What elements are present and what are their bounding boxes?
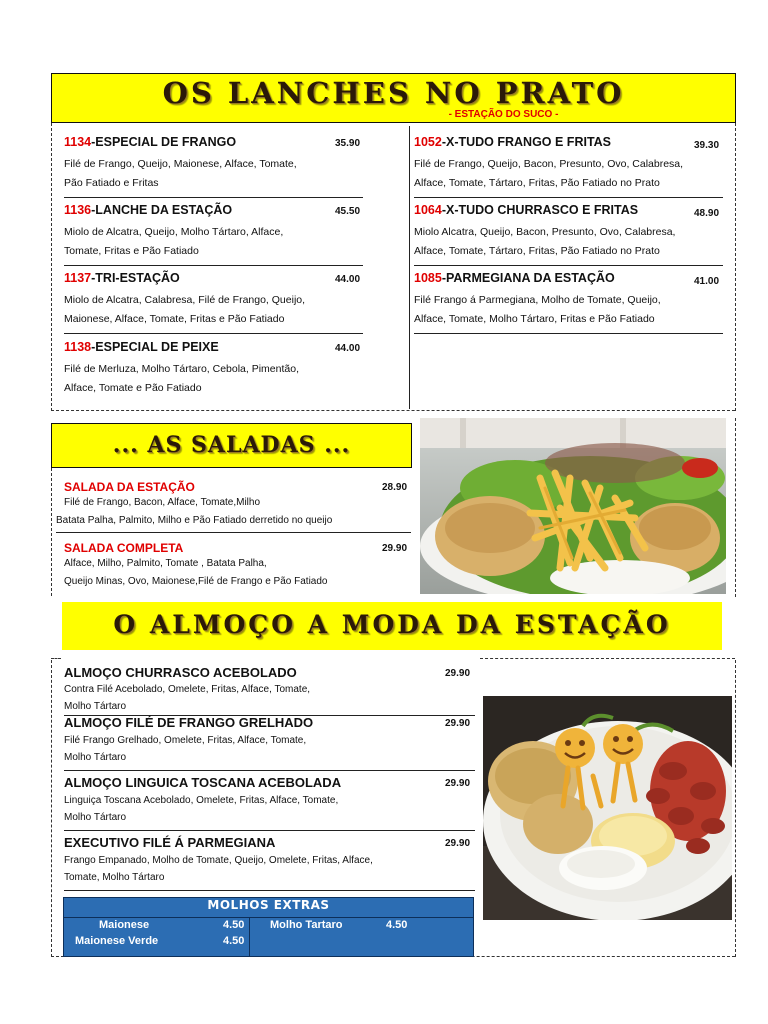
- item-desc-line: Molho Tártaro: [64, 812, 127, 823]
- item-desc-line: Batata Palha, Palmito, Milho e Pão Fatiado derretido no queijo: [56, 515, 333, 526]
- salada-name: SALADA COMPLETA: [64, 541, 184, 555]
- menu-item-1134: [64, 135, 363, 198]
- item-price: 41.00: [694, 276, 720, 287]
- salada-name: SALADA DA ESTAÇÃO: [64, 480, 195, 494]
- almoco-photo: [483, 696, 732, 920]
- salada-price: 29.90: [382, 543, 408, 554]
- almoco-list-bottom-rule: [64, 890, 475, 891]
- salada-item-completa: [64, 538, 411, 594]
- item-code: 1064: [414, 203, 442, 217]
- item-desc-line: Filé de Frango, Queijo, Maionese, Alface, Tomate,: [64, 158, 297, 170]
- almoco-item-linguica: [64, 774, 475, 831]
- item-code: 1137: [64, 271, 92, 285]
- item-desc-line: Alface, Tomate, Tártaro, Fritas, Pão Fatiado no Prato: [414, 245, 660, 257]
- item-price: 48.90: [694, 208, 720, 219]
- item-code: 1134: [64, 135, 92, 149]
- menu-item-1064: [414, 203, 723, 266]
- almoco-item-parmegiana: [64, 834, 475, 890]
- item-desc-line: Miolo de Alcatra, Queijo, Molho Tártaro, Alface,: [64, 226, 284, 238]
- item-name: -LANCHE DA ESTAÇÃO: [91, 203, 233, 217]
- salad-plate-image: [420, 418, 726, 594]
- almoco-border-right: [735, 660, 736, 957]
- item-price: 45.50: [335, 206, 361, 217]
- lanches-border-left: [51, 123, 52, 411]
- item-price: 35.90: [335, 138, 361, 149]
- saladas-banner: [51, 423, 412, 468]
- molho-name: Molho Tartaro: [270, 919, 343, 931]
- item-code: 1136: [64, 203, 92, 217]
- menu-item-1138: [64, 340, 363, 403]
- molhos-column-divider: [249, 917, 250, 956]
- item-desc-line: Filé Frango Grelhado, Omelete, Fritas, Alface, Tomate,: [64, 735, 307, 746]
- almoco-border-top: [480, 658, 735, 659]
- item-name: -TRI-ESTAÇÃO: [91, 271, 180, 285]
- item-desc-line: Filé de Merluza, Molho Tártaro, Cebola, Pimentão,: [64, 363, 299, 375]
- almoco-name: ALMOÇO CHURRASCO ACEBOLADO: [64, 665, 297, 680]
- almoco-price: 29.90: [445, 718, 471, 729]
- menu-item-1052: [414, 135, 723, 198]
- item-desc-line: Alface, Milho, Palmito, Tomate , Batata Palha,: [64, 558, 267, 569]
- item-name: -X-TUDO CHURRASCO E FRITAS: [441, 203, 639, 217]
- almoco-title: O ALMOÇO A MODA DA ESTAÇÃO: [113, 610, 671, 639]
- lanches-subtitle: - ESTAÇÃO DO SUCO -: [448, 109, 559, 120]
- item-code: 1085: [414, 271, 442, 285]
- item-desc-line: Molho Tártaro: [64, 701, 127, 712]
- item-desc-line: Frango Empanado, Molho de Tomate, Queijo, Omelete, Fritas, Alface,: [64, 855, 373, 866]
- item-desc-line: Filé de Frango, Bacon, Alface, Tomate,Milho: [64, 497, 261, 508]
- item-price: 44.00: [335, 274, 361, 285]
- molho-name: Maionese: [99, 919, 150, 931]
- saladas-border-left: [51, 468, 52, 596]
- molhos-title: MOLHOS EXTRAS: [64, 898, 473, 918]
- item-code: 1138: [64, 340, 92, 354]
- salad-photo: [420, 418, 726, 594]
- menu-item-1137: [64, 271, 363, 334]
- item-desc-line: Tomate, Fritas e Pão Fatiado: [64, 245, 199, 257]
- almoco-name: ALMOÇO LINGUICA TOSCANA ACEBOLADA: [64, 775, 342, 790]
- item-desc-line: Queijo Minas, Ovo, Maionese,Filé de Frango e Pão Fatiado: [64, 576, 328, 587]
- almoco-price: 29.90: [445, 668, 471, 679]
- lanches-banner: [51, 73, 736, 123]
- item-name: -ESPECIAL DE PEIXE: [91, 340, 219, 354]
- item-desc-line: Miolo Alcatra, Queijo, Bacon, Presunto, Ovo, Calabresa,: [414, 226, 676, 238]
- lanches-title: OS LANCHES NO PRATO: [162, 76, 625, 110]
- item-desc-line: Alface, Tomate e Pão Fatiado: [64, 382, 202, 394]
- menu-item-1085: [414, 271, 723, 334]
- saladas-border-right: [735, 418, 736, 597]
- almoco-item-churrasco: [64, 664, 475, 716]
- salada-item-estacao: [56, 477, 411, 533]
- item-desc-line: Tomate, Molho Tártaro: [64, 872, 165, 883]
- item-desc-line: Alface, Tomate, Molho Tártaro, Fritas e Pão Fatiado: [414, 313, 655, 325]
- salada-price: 28.90: [382, 482, 408, 493]
- lanches-column-divider: [409, 126, 410, 409]
- molho-name: Maionese Verde: [75, 935, 159, 947]
- item-desc-line: Contra Filé Acebolado, Omelete, Fritas, Alface, Tomate,: [64, 684, 311, 695]
- molho-price: 4.50: [223, 919, 245, 931]
- item-desc-line: Linguiça Toscana Acebolado, Omelete, Fritas, Alface, Tomate,: [64, 795, 339, 806]
- item-desc-line: Molho Tártaro: [64, 752, 127, 763]
- almoco-name: EXECUTIVO FILÉ Á PARMEGIANA: [64, 835, 276, 850]
- almoco-border-left: [51, 660, 52, 957]
- menu-item-1136: [64, 203, 363, 266]
- item-code: 1052: [414, 135, 442, 149]
- lanches-border-right: [735, 123, 736, 411]
- item-desc-line: Filé de Frango, Queijo, Bacon, Presunto, Ovo, Calabresa,: [414, 158, 684, 170]
- item-desc-line: Pão Fatiado e Fritas: [64, 177, 159, 189]
- item-name: -X-TUDO FRANGO E FRITAS: [441, 135, 612, 149]
- almoco-name: ALMOÇO FILÉ DE FRANGO GRELHADO: [64, 715, 314, 730]
- saladas-title: ... AS SALADAS ...: [112, 432, 351, 458]
- item-price: 39.30: [694, 140, 720, 151]
- almoco-price: 29.90: [445, 838, 471, 849]
- item-desc-line: Filé Frango á Parmegiana, Molho de Tomate, Queijo,: [414, 294, 661, 306]
- almoco-price: 29.90: [445, 778, 471, 789]
- saladas-border-bottom: [51, 658, 61, 659]
- item-name: -ESPECIAL DE FRANGO: [91, 135, 237, 149]
- lanches-border-bottom: [51, 410, 735, 411]
- item-desc-line: Miolo de Alcatra, Calabresa, Filé de Frango, Queijo,: [64, 294, 306, 306]
- item-desc-line: Alface, Tomate, Tártaro, Fritas, Pão Fatiado no Prato: [414, 177, 660, 189]
- molho-price: 4.50: [386, 919, 408, 931]
- item-price: 44.00: [335, 343, 361, 354]
- molhos-extras-box: [63, 897, 474, 957]
- almoco-plate-image: [483, 696, 732, 920]
- almoco-banner: [62, 602, 722, 650]
- molho-price: 4.50: [223, 935, 245, 947]
- item-name: -PARMEGIANA DA ESTAÇÃO: [441, 271, 615, 285]
- item-desc-line: Maionese, Alface, Tomate, Fritas e Pão Fatiado: [64, 313, 285, 325]
- almoco-item-frango-grelhado: [64, 714, 475, 771]
